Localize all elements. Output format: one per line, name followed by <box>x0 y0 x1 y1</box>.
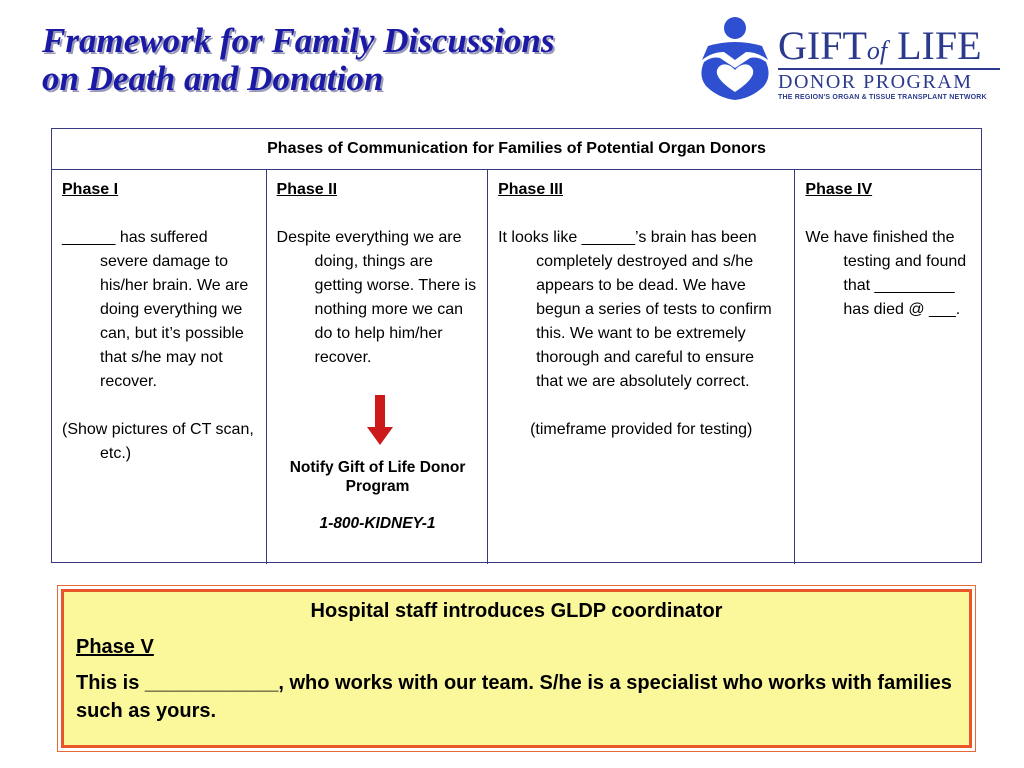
logo-life: LIFE <box>887 23 982 68</box>
phase-3-label: Phase III <box>498 181 563 198</box>
phone-number: 1-800-KIDNEY-1 <box>319 515 436 532</box>
notify-gift-of-life: Notify Gift of Life Donor Program <box>289 459 466 495</box>
phase-4-column <box>794 170 981 564</box>
phase-1-note: (Show pictures of CT scan, etc.) <box>62 421 254 462</box>
person-heart-icon <box>698 16 772 100</box>
phase-1-text: ______ has suffered severe damage to his/her brain. We are doing everything we can, but it’s possible that s/he may not recover. <box>62 229 249 390</box>
phase-3-text: It looks like ______’s brain has been completely destroyed and s/he appears to be dead. We have begun a series of tests to confirm this. We want to be extremely thorough and careful to ensure that we are absolutely correct. <box>498 229 772 390</box>
phases-table <box>51 128 982 563</box>
phase-2-text: Despite everything we are doing, things are getting worse. There is nothing more we can do to help him/her recover. <box>276 229 477 366</box>
title-line-2: on Death and Donation <box>42 59 384 98</box>
phase-2-label: Phase II <box>276 181 338 198</box>
gift-of-life-logo <box>698 16 1003 100</box>
phase-5-text: This is ____________, who works with our team. S/he is a specialist who works with families such as yours. <box>76 672 952 722</box>
phase-1-column <box>52 170 266 564</box>
phase-3-column <box>487 170 794 564</box>
phase-5-label: Phase V <box>76 636 154 658</box>
phase-4-text: We have finished the testing and found that _________ has died @ ___. <box>805 229 967 318</box>
phase-5-heading: Hospital staff introduces GLDP coordinator <box>310 600 723 622</box>
phase-3-note: (timeframe provided for testing) <box>530 421 753 438</box>
table-header: Phases of Communication for Families of Potential Organ Donors <box>52 129 981 170</box>
arrow-down-icon <box>367 395 393 445</box>
phase-2-column <box>266 170 488 564</box>
phase-5-box <box>57 585 976 752</box>
phase-1-label: Phase I <box>62 181 119 198</box>
logo-gift-of-life <box>778 23 1000 68</box>
logo-network-tagline: THE REGION'S ORGAN & TISSUE TRANSPLANT NETWORK <box>778 94 987 101</box>
logo-donor-program: DONOR PROGRAM <box>778 68 1000 93</box>
page-title <box>42 22 692 98</box>
logo-of: of <box>866 36 888 65</box>
title-line-1: Framework for Family Discussions <box>42 21 555 60</box>
logo-gift: GIFT <box>778 23 867 68</box>
phase-4-label: Phase IV <box>805 181 873 198</box>
